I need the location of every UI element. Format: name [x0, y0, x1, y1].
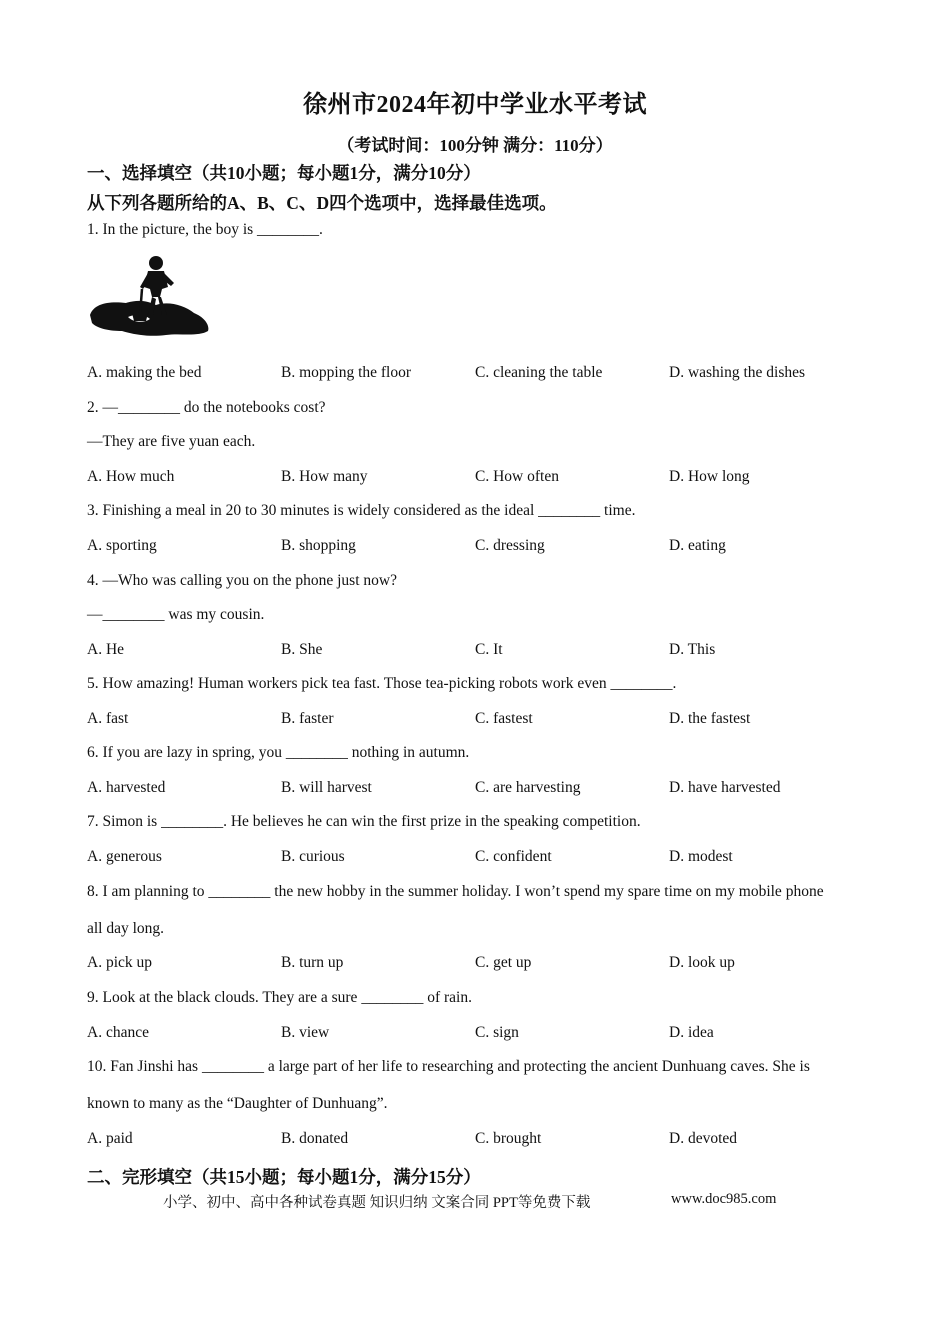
q6-option-c: C. are harvesting: [475, 779, 581, 796]
q10-option-b: B. donated: [281, 1130, 349, 1147]
q7-option-c: C. confident: [475, 848, 552, 865]
page-title: 徐州市2024年初中学业水平考试: [303, 92, 647, 118]
footer-url[interactable]: www.doc985.com: [671, 1191, 777, 1207]
q5-option-b: B. faster: [281, 710, 334, 727]
q1-option-a: A. making the bed: [87, 364, 202, 381]
q3-option-b: B. shopping: [281, 537, 356, 554]
question-10-stem-cont: known to many as the “Daughter of Dunhuang”.: [87, 1095, 388, 1112]
question-8-stem-cont: all day long.: [87, 920, 165, 937]
q5-option-d: D. the fastest: [669, 710, 751, 727]
q3-option-a: A. sporting: [87, 537, 157, 554]
footer-text: 小学、初中、高中各种试卷真题 知识归纳 文案合同 PPT等免费下载: [163, 1195, 591, 1211]
q4-option-c: C. It: [475, 641, 503, 658]
q8-option-b: B. turn up: [281, 954, 344, 971]
q10-option-c: C. brought: [475, 1130, 542, 1147]
q10-option-d: D. devoted: [669, 1130, 738, 1147]
q7-option-a: A. generous: [87, 848, 162, 865]
question-6-stem: 6. If you are lazy in spring, you ________ nothing in autumn.: [87, 744, 470, 761]
q9-option-d: D. idea: [669, 1024, 714, 1041]
q1-option-d: D. washing the dishes: [669, 364, 806, 381]
section1-instruction: 从下列各题所给的A、B、C、D四个选项中，选择最佳选项。: [87, 193, 557, 213]
q8-option-a: A. pick up: [87, 954, 153, 971]
question-8-stem: 8. I am planning to ________ the new hobby in the summer holiday. I won’t spend my spare time on my mobile phone: [87, 883, 824, 900]
q8-option-c: C. get up: [475, 954, 532, 971]
q6-option-d: D. have harvested: [669, 779, 781, 796]
section1-heading: 一、选择填空（共10小题；每小题1分，满分10分）: [87, 163, 481, 183]
question-2-stem: 2. —________ do the notebooks cost?: [87, 399, 326, 416]
question-3-stem: 3. Finishing a meal in 20 to 30 minutes is widely considered as the ideal ________ time.: [87, 502, 636, 519]
q4-option-b: B. She: [281, 641, 323, 658]
q3-option-c: C. dressing: [475, 537, 545, 554]
page-subtitle: （考试时间：100分钟 满分：110分）: [337, 136, 613, 155]
q1-option-c: C. cleaning the table: [475, 364, 603, 381]
question-1-stem: 1. In the picture, the boy is ________.: [87, 221, 323, 238]
question-7-stem: 7. Simon is ________. He believes he can win the first prize in the speaking competition.: [87, 813, 641, 830]
q9-option-c: C. sign: [475, 1024, 519, 1041]
q6-option-a: A. harvested: [87, 779, 166, 796]
q1-option-b: B. mopping the floor: [281, 364, 412, 381]
q9-option-b: B. view: [281, 1024, 330, 1041]
q7-option-d: D. modest: [669, 848, 733, 865]
q2-option-c: C. How often: [475, 468, 559, 485]
q3-option-d: D. eating: [669, 537, 726, 554]
q2-option-d: D. How long: [669, 468, 750, 485]
q5-option-c: C. fastest: [475, 710, 533, 727]
question-9-stem: 9. Look at the black clouds. They are a sure ________ of rain.: [87, 989, 472, 1006]
question-5-stem: 5. How amazing! Human workers pick tea fast. Those tea-picking robots work even ________.: [87, 675, 677, 692]
question-10-stem: 10. Fan Jinshi has ________ a large part of her life to researching and protecting the ancient Dunhuang caves. She is: [87, 1058, 810, 1075]
q4-option-a: A. He: [87, 641, 125, 658]
q9-option-a: A. chance: [87, 1024, 149, 1041]
q7-option-b: B. curious: [281, 848, 345, 865]
q4-option-d: D. This: [669, 641, 716, 658]
section2-heading: 二、完形填空（共15小题；每小题1分，满分15分）: [87, 1167, 481, 1187]
q10-option-a: A. paid: [87, 1130, 133, 1147]
q8-option-d: D. look up: [669, 954, 735, 971]
boy-mopping-picture: [88, 253, 212, 339]
q2-option-a: A. How much: [87, 468, 175, 485]
question-4-reply: —________ was my cousin.: [87, 606, 265, 623]
q6-option-b: B. will harvest: [281, 779, 372, 796]
q5-option-a: A. fast: [87, 710, 129, 727]
q2-option-b: B. How many: [281, 468, 368, 485]
question-4-stem: 4. —Who was calling you on the phone just now?: [87, 572, 397, 589]
question-2-reply: —They are five yuan each.: [87, 433, 256, 450]
